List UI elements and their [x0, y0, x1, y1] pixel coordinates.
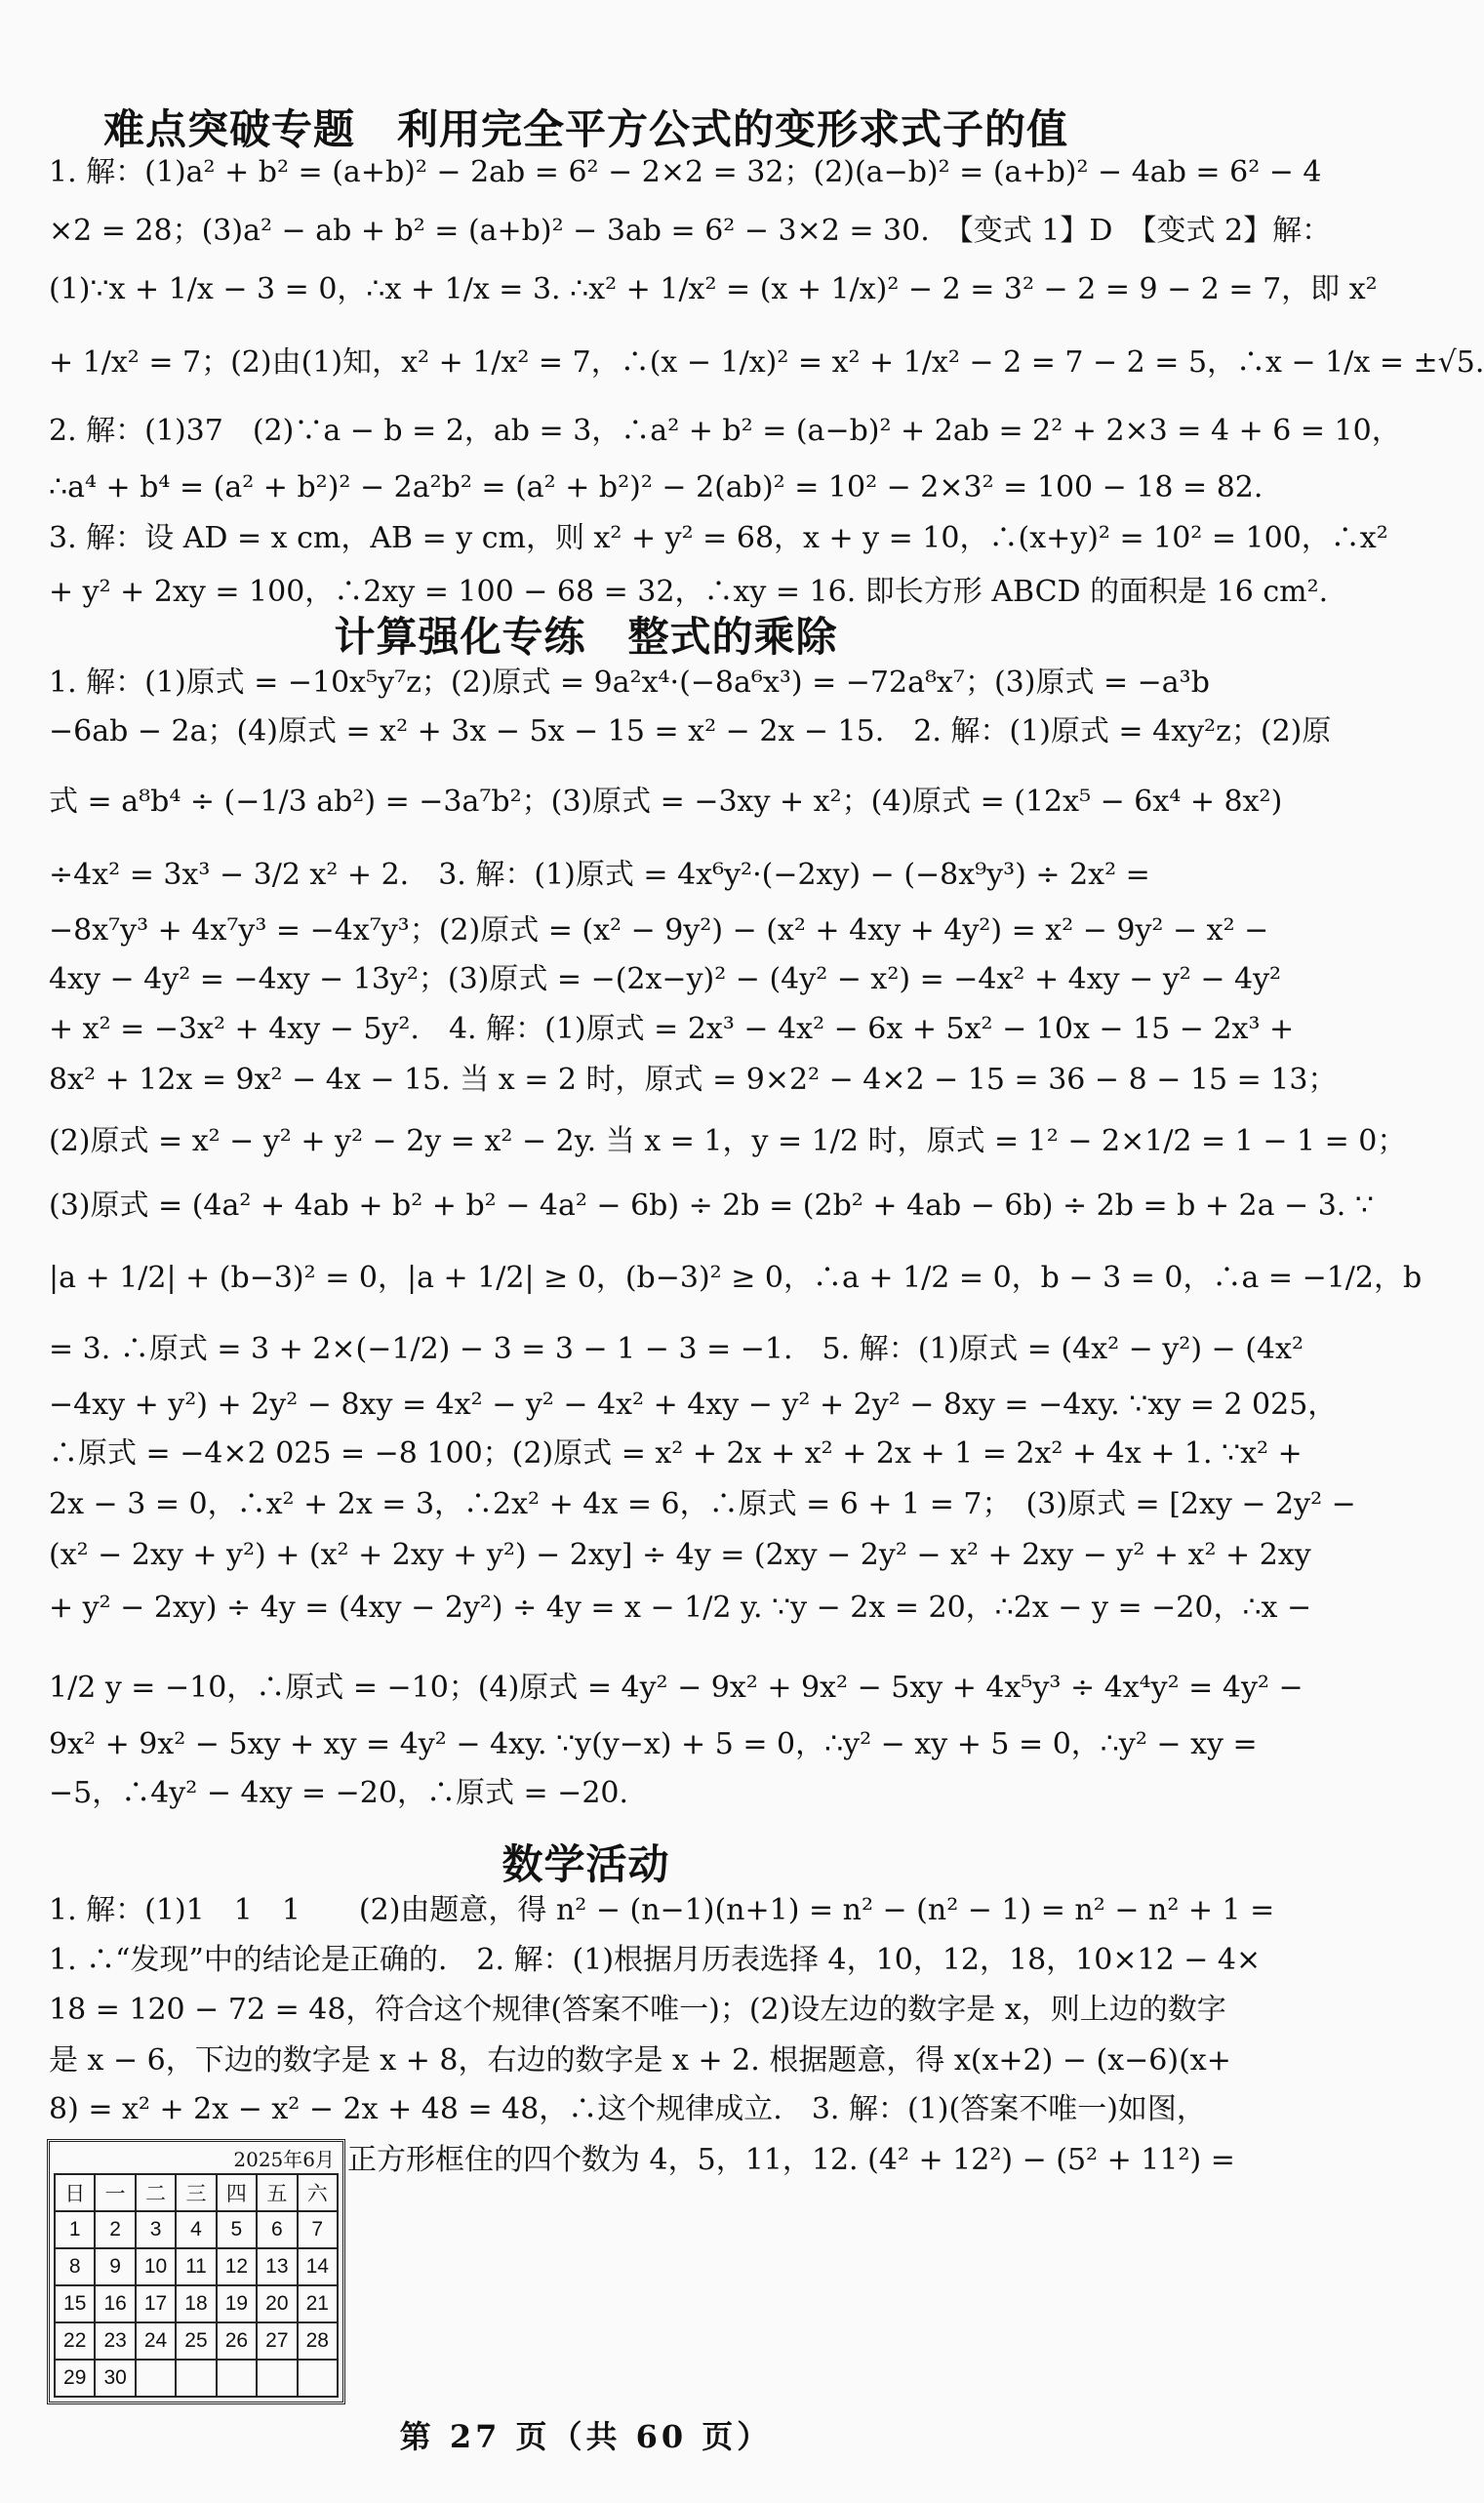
text-line: (1)∵x + 1/x − 3 = 0，∴x + 1/x = 3. ∴x² + 1/x² = (x + 1/x)² − 2 = 3² − 2 = 9 − 2 = 7，即 x²	[49, 272, 1378, 306]
calendar-day: 23	[95, 2322, 135, 2360]
calendar-day: 12	[217, 2248, 257, 2285]
calendar-table	[47, 2139, 345, 2404]
calendar-day	[217, 2360, 257, 2397]
calendar-day: 24	[136, 2322, 176, 2360]
text-line: 4xy − 4y² = −4xy − 13y²；(3)原式 = −(2x−y)² − (4y² − x²) = −4x² + 4xy − y² − 4y²	[49, 962, 1282, 996]
text-line: (2)原式 = x² − y² + y² − 2y = x² − 2y. 当 x = 1，y = 1/2 时，原式 = 1² − 2×1/2 = 1 − 1 = 0；	[49, 1124, 1407, 1158]
calendar-day: 11	[176, 2248, 216, 2285]
text-line: (x² − 2xy + y²) + (x² + 2xy + y²) − 2xy] ÷ 4y = (2xy − 2y² − x² + 2xy − y² + x² + 2xy	[49, 1538, 1311, 1572]
calendar-day: 3	[136, 2211, 176, 2248]
calendar-day: 25	[176, 2322, 216, 2360]
text-line: = 3. ∴原式 = 3 + 2×(−1/2) − 3 = 3 − 1 − 3 = −1. 5. 解：(1)原式 = (4x² − y²) − (4x²	[49, 1332, 1304, 1366]
calendar-weekday: 四	[217, 2174, 257, 2211]
calendar-week-row	[55, 2248, 338, 2285]
text-line: + y² + 2xy = 100，∴2xy = 100 − 68 = 32，∴xy = 16. 即长方形 ABCD 的面积是 16 cm².	[49, 575, 1329, 609]
calendar-day: 28	[298, 2322, 338, 2360]
text-line: 2x − 3 = 0，∴x² + 2x = 3，∴2x² + 4x = 6，∴原式 = 6 + 1 = 7； (3)原式 = [2xy − 2y² −	[49, 1487, 1356, 1521]
text-line: 8x² + 12x = 9x² − 4x − 15. 当 x = 2 时，原式 = 9×2² − 4×2 − 15 = 36 − 8 − 15 = 13；	[49, 1063, 1338, 1097]
calendar-week-row	[55, 2211, 338, 2248]
text-line: ∴a⁴ + b⁴ = (a² + b²)² − 2a²b² = (a² + b²)² − 2(ab)² = 10² − 2×3² = 100 − 18 = 82.	[49, 470, 1263, 505]
text-line: 8) = x² + 2x − x² − 2x + 48 = 48，∴这个规律成立. 3. 解：(1)(答案不唯一)如图，	[49, 2092, 1206, 2126]
calendar-day: 10	[136, 2248, 176, 2285]
calendar-day: 2	[95, 2211, 135, 2248]
text-line: 2. 解：(1)37 (2)∵a − b = 2，ab = 3，∴a² + b² = (a−b)² + 2ab = 2² + 2×3 = 4 + 6 = 10，	[49, 414, 1401, 448]
calendar-day: 6	[257, 2211, 297, 2248]
calendar-day	[257, 2360, 297, 2397]
calendar-weekday: 一	[95, 2174, 135, 2211]
text-line: (3)原式 = (4a² + 4ab + b² + b² − 4a² − 6b) ÷ 2b = (2b² + 4ab − 6b) ÷ 2b = b + 2a − 3. ∵	[49, 1189, 1374, 1223]
text-line: 9x² + 9x² − 5xy + xy = 4y² − 4xy. ∵y(y−x) + 5 = 0，∴y² − xy + 5 = 0，∴y² − xy =	[49, 1727, 1258, 1761]
text-line: 1. 解：(1)原式 = −10x⁵y⁷z；(2)原式 = 9a²x⁴·(−8a⁶x³) = −72a⁸x⁷；(3)原式 = −a³b	[49, 666, 1210, 700]
text-line: + x² = −3x² + 4xy − 5y². 4. 解：(1)原式 = 2x³ − 4x² − 6x + 5x² − 10x − 15 − 2x³ +	[49, 1012, 1295, 1046]
text-line: + 1/x² = 7；(2)由(1)知，x² + 1/x² = 7，∴(x − 1/x)² = x² + 1/x² − 2 = 7 − 2 = 5，∴x − 1/x = ±√5.	[49, 345, 1484, 380]
text-line: 18 = 120 − 72 = 48，符合这个规律(答案不唯一)；(2)设左边的数字是 x，则上边的数字	[49, 1993, 1226, 2027]
calendar-day: 21	[298, 2285, 338, 2322]
calendar-day	[298, 2360, 338, 2397]
calendar-weekday: 三	[176, 2174, 216, 2211]
calendar-day	[136, 2360, 176, 2397]
section-title-perfect-square: 难点突破专题 利用完全平方公式的变形求式子的值	[102, 105, 1068, 153]
calendar-weekday: 日	[55, 2174, 95, 2211]
calendar-weekday: 五	[257, 2174, 297, 2211]
page-number: 第 27 页（共 60 页）	[399, 2418, 773, 2455]
calendar-day: 19	[217, 2285, 257, 2322]
calendar-day: 15	[55, 2285, 95, 2322]
calendar-day: 17	[136, 2285, 176, 2322]
calendar-day: 16	[95, 2285, 135, 2322]
calendar-day: 20	[257, 2285, 297, 2322]
text-line: ∴原式 = −4×2 025 = −8 100；(2)原式 = x² + 2x + x² + 2x + 1 = 2x² + 4x + 1. ∵x² +	[49, 1436, 1303, 1471]
text-line: −4xy + y²) + 2y² − 8xy = 4x² − y² − 4x² + 4xy − y² + 2y² − 8xy = −4xy. ∵xy = 2 025，	[49, 1388, 1338, 1422]
calendar-day: 14	[298, 2248, 338, 2285]
calendar-day: 9	[95, 2248, 135, 2285]
calendar-week-row	[55, 2285, 338, 2322]
text-line: 正方形框住的四个数为 4，5，11，12. (4² + 12²) − (5² + 11²) =	[347, 2143, 1235, 2177]
text-line: 3. 解：设 AD = x cm，AB = y cm，则 x² + y² = 68，x + y = 10，∴(x+y)² = 10² = 100，∴x²	[49, 521, 1388, 555]
text-line: |a + 1/2| + (b−3)² = 0，|a + 1/2| ≥ 0，(b−3)² ≥ 0，∴a + 1/2 = 0，b − 3 = 0，∴a = −1/2，b	[49, 1261, 1423, 1295]
calendar-day: 8	[55, 2248, 95, 2285]
text-line: 1/2 y = −10，∴原式 = −10；(4)原式 = 4y² − 9x² + 9x² − 5xy + 4x⁵y³ ÷ 4x⁴y² = 4y² −	[49, 1671, 1304, 1705]
text-line: ÷4x² = 3x³ − 3/2 x² + 2. 3. 解：(1)原式 = 4x⁶y²·(−2xy) − (−8x⁹y³) ÷ 2x² =	[49, 858, 1150, 892]
text-line: 式 = a⁸b⁴ ÷ (−1/3 ab²) = −3a⁷b²；(3)原式 = −3xy + x²；(4)原式 = (12x⁵ − 6x⁴ + 8x²)	[49, 785, 1283, 819]
calendar-weekday: 二	[136, 2174, 176, 2211]
calendar-day: 5	[217, 2211, 257, 2248]
calendar-grid	[54, 2173, 339, 2398]
text-line: 1. ∴“发现”中的结论是正确的. 2. 解：(1)根据月历表选择 4，10，12，18，10×12 − 4×	[49, 1943, 1262, 1977]
section-title-polynomial-multiplication: 计算强化专练 整式的乘除	[334, 613, 838, 661]
calendar-day: 22	[55, 2322, 95, 2360]
calendar-week-row	[55, 2322, 338, 2360]
calendar-day: 18	[176, 2285, 216, 2322]
calendar-day: 29	[55, 2360, 95, 2397]
calendar-day: 7	[298, 2211, 338, 2248]
text-line: −8x⁷y³ + 4x⁷y³ = −4x⁷y³；(2)原式 = (x² − 9y²) − (x² + 4xy + 4y²) = x² − 9y² − x² −	[49, 913, 1269, 948]
calendar-day: 4	[176, 2211, 216, 2248]
calendar-day: 27	[257, 2322, 297, 2360]
text-line: ×2 = 28；(3)a² − ab + b² = (a+b)² − 3ab = 6² − 3×2 = 30. 【变式 1】D 【变式 2】解：	[49, 214, 1332, 248]
calendar-weekday: 六	[298, 2174, 338, 2211]
text-line: 1. 解：(1)1 1 1 (2)由题意，得 n² − (n−1)(n+1) = n² − (n² − 1) = n² − n² + 1 =	[49, 1893, 1275, 1927]
text-line: 是 x − 6，下边的数字是 x + 8，右边的数字是 x + 2. 根据题意，得 x(x+2) − (x−6)(x+	[49, 2043, 1231, 2078]
calendar-week-row	[55, 2360, 338, 2397]
text-line: + y² − 2xy) ÷ 4y = (4xy − 2y²) ÷ 4y = x − 1/2 y. ∵y − 2x = 20，∴2x − y = −20，∴x −	[49, 1591, 1312, 1625]
text-line: 1. 解：(1)a² + b² = (a+b)² − 2ab = 6² − 2×2 = 32；(2)(a−b)² = (a+b)² − 4ab = 6² − 4	[49, 155, 1322, 189]
calendar-day: 26	[217, 2322, 257, 2360]
calendar-day: 13	[257, 2248, 297, 2285]
section-title-math-activity: 数学活动	[501, 1840, 670, 1888]
calendar-title: 2025年6月	[233, 2148, 335, 2171]
calendar-day: 30	[95, 2360, 135, 2397]
calendar-weekday-row	[55, 2174, 338, 2211]
calendar-day: 1	[55, 2211, 95, 2248]
text-line: −6ab − 2a；(4)原式 = x² + 3x − 5x − 15 = x² − 2x − 15. 2. 解：(1)原式 = 4xy²z；(2)原	[49, 714, 1332, 748]
calendar-day	[176, 2360, 216, 2397]
text-line: −5，∴4y² − 4xy = −20，∴原式 = −20.	[49, 1776, 629, 1810]
